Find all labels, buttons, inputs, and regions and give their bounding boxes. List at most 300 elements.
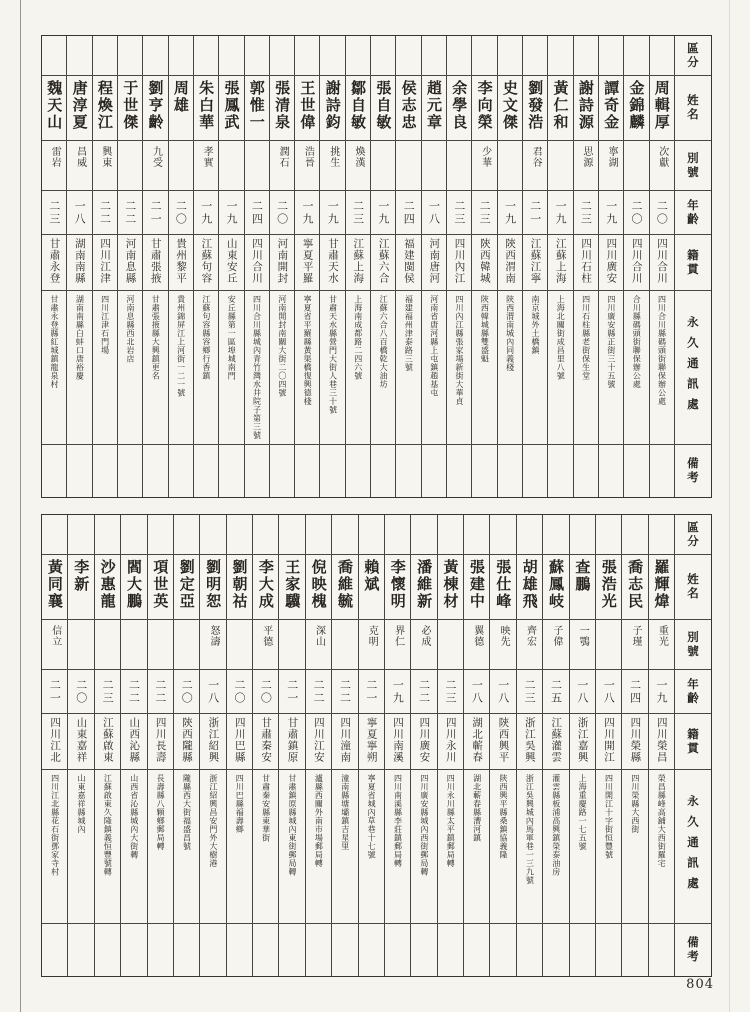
age-cell — [346, 191, 370, 235]
name-cell — [295, 76, 319, 141]
person-age: 一八 — [470, 679, 484, 705]
remarks-cell — [650, 445, 674, 497]
age-cell — [490, 670, 515, 714]
section-cell — [118, 36, 142, 76]
alias-cell — [169, 141, 193, 191]
person-alias: 孝實 — [201, 146, 213, 168]
person-native_place: 四川合川 — [630, 238, 643, 284]
native-place-cell — [411, 714, 436, 770]
native-place-cell — [219, 235, 243, 291]
address-cell — [143, 291, 167, 445]
person-age: 二三 — [579, 200, 593, 226]
person-age: 二〇 — [233, 679, 247, 705]
native-place-cell — [279, 714, 304, 770]
person-alias: 雷岩 — [49, 146, 61, 168]
person-alias: 信立 — [49, 625, 61, 647]
person-name: 劉發浩 — [526, 80, 545, 131]
person-alias: 克明 — [366, 625, 378, 647]
address-cell — [650, 291, 674, 445]
section-cell — [270, 36, 294, 76]
person-native_place: 四川合川 — [656, 238, 669, 284]
name-cell — [438, 555, 463, 620]
person-address: 四川廣安縣城內西街郵局轉 — [419, 774, 429, 876]
person-age: 一八 — [496, 679, 510, 705]
person-address: 上海南成都路二四六號 — [353, 295, 363, 380]
field-header-address — [675, 291, 711, 445]
person-name: 趙元章 — [424, 80, 443, 131]
person-name: 謝詩鈞 — [323, 80, 342, 131]
person-age: 一九 — [300, 200, 314, 226]
person-native_place: 四川潼南 — [339, 717, 352, 763]
alias-cell — [472, 141, 496, 191]
person-age: 二〇 — [630, 200, 644, 226]
remarks-cell — [279, 924, 304, 976]
remarks-cell — [93, 445, 117, 497]
native-place-cell — [194, 235, 218, 291]
age-cell — [194, 191, 218, 235]
age-cell — [270, 191, 294, 235]
person-column — [143, 36, 168, 497]
alias-cell — [596, 620, 621, 670]
alias-cell — [219, 141, 243, 191]
person-alias: 浩晉 — [302, 146, 314, 168]
person-address: 四川永川縣太平鎮郵局轉 — [446, 774, 456, 868]
person-column — [67, 36, 92, 497]
person-address: 合川縣碼頭街聯保辦公處 — [632, 295, 642, 389]
age-cell — [169, 191, 193, 235]
person-age: 二三 — [452, 200, 466, 226]
age-cell — [306, 670, 331, 714]
age-cell — [332, 670, 357, 714]
person-name: 劉明恕 — [204, 559, 223, 610]
person-column — [438, 515, 464, 976]
age-cell — [95, 670, 120, 714]
person-name: 閻大鵬 — [124, 559, 143, 610]
person-column — [245, 36, 270, 497]
field-header-name — [675, 76, 711, 141]
name-cell — [396, 76, 420, 141]
field-header-age — [675, 670, 711, 714]
section-cell — [447, 36, 471, 76]
age-cell — [42, 191, 66, 235]
person-address: 榮昌縣峰高鋪大西街羅宅 — [657, 774, 667, 868]
section-cell — [624, 36, 648, 76]
person-column — [498, 36, 523, 497]
person-age: 二一 — [285, 679, 299, 705]
address-cell — [93, 291, 117, 445]
age-cell — [227, 670, 252, 714]
native-place-cell — [498, 235, 522, 291]
person-address: 山西省沁縣城內大街轉 — [129, 774, 139, 859]
person-native_place: 陝西隴縣 — [180, 717, 193, 763]
native-place-cell — [472, 235, 496, 291]
person-native_place: 四川江北 — [49, 717, 62, 763]
person-alias: 次獻 — [656, 146, 668, 168]
person-name: 劉亨齡 — [146, 80, 165, 131]
name-cell — [253, 555, 278, 620]
person-name: 黃棟材 — [441, 559, 460, 610]
person-native_place: 浙江紹興 — [207, 717, 220, 763]
section-cell — [396, 36, 420, 76]
person-age: 二一 — [48, 679, 62, 705]
person-age: 二一 — [364, 679, 378, 705]
remarks-cell — [306, 924, 331, 976]
name-cell — [95, 555, 120, 620]
native-place-cell — [169, 235, 193, 291]
person-alias: 興東 — [99, 146, 111, 168]
alias-cell — [42, 141, 66, 191]
section-cell — [490, 515, 515, 555]
age-cell — [295, 191, 319, 235]
person-native_place: 福建閩侯 — [402, 238, 415, 284]
person-address: 上海重慶路一七五號 — [578, 774, 588, 851]
person-column — [169, 36, 194, 497]
remarks-cell — [411, 924, 436, 976]
age-cell — [570, 670, 595, 714]
section-cell — [245, 36, 269, 76]
section-cell — [227, 515, 252, 555]
name-cell — [359, 555, 384, 620]
alias-cell — [200, 620, 225, 670]
person-address: 湖北蘄春縣漕河鎮 — [472, 774, 482, 842]
name-cell — [169, 76, 193, 141]
name-cell — [121, 555, 146, 620]
alias-cell — [624, 141, 648, 191]
address-cell — [371, 291, 395, 445]
person-name: 鄒自敏 — [349, 80, 368, 131]
alias-cell — [396, 141, 420, 191]
person-alias: 挑生 — [327, 146, 339, 168]
person-column — [227, 515, 253, 976]
person-name: 查鵬 — [573, 559, 592, 593]
person-address: 寧夏省城內草巷十七號 — [367, 774, 377, 859]
address-cell — [118, 291, 142, 445]
person-name: 郭惟一 — [247, 80, 266, 131]
person-age: 一八 — [575, 679, 589, 705]
person-column — [332, 515, 358, 976]
remarks-cell — [599, 445, 623, 497]
address-cell — [227, 770, 252, 924]
person-age: 二二 — [127, 679, 141, 705]
address-cell — [121, 770, 146, 924]
registry-table-bottom — [41, 514, 712, 977]
native-place-cell — [42, 235, 66, 291]
field-header-label: 區分 — [685, 41, 700, 70]
address-cell — [200, 770, 225, 924]
name-cell — [599, 76, 623, 141]
remarks-cell — [148, 924, 173, 976]
person-age: 二〇 — [174, 200, 188, 226]
address-cell — [517, 770, 542, 924]
age-cell — [118, 191, 142, 235]
address-cell — [320, 291, 344, 445]
remarks-cell — [68, 924, 93, 976]
person-age: 一九 — [326, 200, 340, 226]
person-address: 灌雲縣板浦高興鎮榮泰油房 — [551, 774, 561, 876]
person-address: 上海北關街成昌里八號 — [556, 295, 566, 380]
person-name: 周雄 — [171, 80, 190, 114]
section-cell — [543, 515, 568, 555]
person-column — [490, 515, 516, 976]
person-native_place: 寧夏寧朔 — [365, 717, 378, 763]
remarks-cell — [385, 924, 410, 976]
person-column — [517, 515, 543, 976]
alias-cell — [548, 141, 572, 191]
person-native_place: 甘肅鎮原 — [286, 717, 299, 763]
section-cell — [200, 515, 225, 555]
alias-cell — [438, 620, 463, 670]
remarks-cell — [490, 924, 515, 976]
field-header-label: 別號 — [685, 151, 700, 180]
name-cell — [622, 555, 647, 620]
remarks-cell — [472, 445, 496, 497]
person-column — [270, 36, 295, 497]
alias-cell — [227, 620, 252, 670]
address-cell — [306, 770, 331, 924]
section-cell — [346, 36, 370, 76]
remarks-cell — [143, 445, 167, 497]
native-place-cell — [599, 235, 623, 291]
field-header-section — [675, 515, 711, 555]
person-native_place: 浙江嘉興 — [576, 717, 589, 763]
person-column — [174, 515, 200, 976]
age-cell — [523, 191, 547, 235]
name-cell — [385, 555, 410, 620]
person-native_place: 江蘇啟東 — [101, 717, 114, 763]
address-cell — [42, 291, 66, 445]
person-address: 甘肅永登縣紅城鎮龍泉村 — [50, 295, 60, 389]
person-name: 黃仁和 — [551, 80, 570, 131]
native-place-cell — [295, 235, 319, 291]
person-address: 甘肅秦安縣東華街 — [261, 774, 271, 842]
alias-cell — [422, 141, 446, 191]
person-column — [346, 36, 371, 497]
address-cell — [624, 291, 648, 445]
age-cell — [464, 670, 489, 714]
person-age: 一八 — [206, 679, 220, 705]
alias-cell — [359, 620, 384, 670]
remarks-cell — [42, 445, 66, 497]
person-alias: 映先 — [498, 625, 510, 647]
person-name: 魏天山 — [45, 80, 64, 131]
remarks-cell — [548, 445, 572, 497]
address-cell — [411, 770, 436, 924]
person-name: 程煥江 — [95, 80, 114, 131]
native-place-cell — [574, 235, 598, 291]
name-cell — [574, 76, 598, 141]
person-name: 倪映槐 — [309, 559, 328, 610]
native-place-cell — [596, 714, 621, 770]
person-alias: 怒濤 — [208, 625, 220, 647]
name-cell — [174, 555, 199, 620]
age-cell — [438, 670, 463, 714]
remarks-cell — [332, 924, 357, 976]
native-place-cell — [385, 714, 410, 770]
address-cell — [422, 291, 446, 445]
person-native_place: 四川江津 — [99, 238, 112, 284]
person-column — [385, 515, 411, 976]
name-cell — [219, 76, 243, 141]
remarks-cell — [95, 924, 120, 976]
remarks-cell — [253, 924, 278, 976]
age-cell — [624, 191, 648, 235]
person-age: 二二 — [123, 200, 137, 226]
person-age: 二三 — [101, 679, 115, 705]
section-cell — [279, 515, 304, 555]
person-age: 二〇 — [180, 679, 194, 705]
address-cell — [270, 291, 294, 445]
address-cell — [148, 770, 173, 924]
person-address: 河南省唐河縣上屯鎮趙基屯 — [429, 295, 439, 397]
person-name: 項世英 — [151, 559, 170, 610]
person-column — [396, 36, 421, 497]
person-native_place: 甘肅天水 — [326, 238, 339, 284]
address-cell — [253, 770, 278, 924]
address-cell — [599, 291, 623, 445]
field-header-alias — [675, 620, 711, 670]
person-alias: 君谷 — [530, 146, 542, 168]
address-cell — [570, 770, 595, 924]
field-header-label: 備考 — [686, 936, 700, 964]
person-native_place: 河南唐河 — [428, 238, 441, 284]
remarks-cell — [169, 445, 193, 497]
name-cell — [306, 555, 331, 620]
person-native_place: 四川廣安 — [605, 238, 618, 284]
person-address: 江蘇六合八百橋乾大油坊 — [379, 295, 389, 389]
person-column — [253, 515, 279, 976]
age-cell — [253, 670, 278, 714]
age-cell — [68, 670, 93, 714]
person-name: 李懷明 — [388, 559, 407, 610]
name-cell — [596, 555, 621, 620]
native-place-cell — [200, 714, 225, 770]
alias-cell — [517, 620, 542, 670]
remarks-cell — [67, 445, 91, 497]
remarks-cell — [422, 445, 446, 497]
remarks-cell — [121, 924, 146, 976]
person-age: 二四 — [250, 200, 264, 226]
person-address: 湖南南縣白蚌口唐裕慶 — [75, 295, 85, 380]
alias-cell — [95, 620, 120, 670]
native-place-cell — [332, 714, 357, 770]
name-cell — [227, 555, 252, 620]
native-place-cell — [447, 235, 471, 291]
person-address: 江蘇句容縣容鄉行香鎮 — [201, 295, 211, 380]
age-cell — [472, 191, 496, 235]
field-header-age — [675, 191, 711, 235]
age-cell — [498, 191, 522, 235]
person-alias: 少華 — [479, 146, 491, 168]
person-name: 朱白華 — [197, 80, 216, 131]
person-name: 謝詩源 — [576, 80, 595, 131]
name-cell — [371, 76, 395, 141]
alias-cell — [523, 141, 547, 191]
person-native_place: 甘肅張掖 — [149, 238, 162, 284]
remarks-cell — [624, 445, 648, 497]
remarks-cell — [371, 445, 395, 497]
address-cell — [279, 770, 304, 924]
address-cell — [447, 291, 471, 445]
native-place-cell — [68, 714, 93, 770]
address-cell — [385, 770, 410, 924]
person-native_place: 浙江吳興 — [523, 717, 536, 763]
field-header-label: 姓名 — [685, 94, 700, 122]
native-place-cell — [523, 235, 547, 291]
remarks-cell — [570, 924, 595, 976]
person-column — [42, 36, 67, 497]
address-cell — [42, 770, 67, 924]
native-place-cell — [570, 714, 595, 770]
person-address: 四川江津石門場 — [100, 295, 110, 355]
person-native_place: 河南開封 — [276, 238, 289, 284]
person-column — [523, 36, 548, 497]
person-native_place: 陝西韓城 — [478, 238, 491, 284]
person-age: 二三 — [351, 200, 365, 226]
address-cell — [596, 770, 621, 924]
person-column — [649, 515, 675, 976]
person-column — [219, 36, 244, 497]
person-native_place: 甘肅秦安 — [260, 717, 273, 763]
page-number: 804 — [686, 977, 714, 992]
field-header-label: 籍貫 — [685, 248, 700, 277]
person-native_place: 山西沁縣 — [128, 717, 141, 763]
person-age: 一九 — [391, 679, 405, 705]
person-native_place: 四川江安 — [312, 717, 325, 763]
section-cell — [68, 515, 93, 555]
section-cell — [574, 36, 598, 76]
person-native_place: 山東嘉祥 — [75, 717, 88, 763]
alias-cell — [306, 620, 331, 670]
person-address: 甘肅鎮原縣城內東街郵局轉 — [287, 774, 297, 876]
person-age: 二四 — [402, 200, 416, 226]
section-cell — [306, 515, 331, 555]
person-native_place: 四川開江 — [602, 717, 615, 763]
section-cell — [93, 36, 117, 76]
person-name: 張鳳武 — [222, 80, 241, 131]
person-name: 胡雄飛 — [520, 559, 539, 610]
remarks-cell — [320, 445, 344, 497]
person-column — [121, 515, 147, 976]
person-name: 李向榮 — [475, 80, 494, 131]
person-native_place: 四川南溪 — [391, 717, 404, 763]
person-address: 山東嘉祥縣城內 — [76, 774, 86, 834]
name-cell — [245, 76, 269, 141]
person-name: 張仕峰 — [494, 559, 513, 610]
person-name: 史文傑 — [500, 80, 519, 131]
age-cell — [599, 191, 623, 235]
section-cell — [464, 515, 489, 555]
person-age: 二〇 — [259, 679, 273, 705]
person-alias: 思源 — [580, 146, 592, 168]
remarks-cell — [118, 445, 142, 497]
age-cell — [396, 191, 420, 235]
age-cell — [650, 191, 674, 235]
name-cell — [68, 555, 93, 620]
person-alias: 子偉 — [550, 625, 562, 647]
section-cell — [219, 36, 243, 76]
person-native_place: 貴州黎平 — [175, 238, 188, 284]
section-cell — [649, 515, 674, 555]
address-cell — [245, 291, 269, 445]
person-address: 四川開江十字街恒豐號 — [604, 774, 614, 859]
person-age: 二二 — [312, 679, 326, 705]
alias-cell — [543, 620, 568, 670]
alias-cell — [245, 141, 269, 191]
person-column — [295, 36, 320, 497]
section-cell — [523, 36, 547, 76]
native-place-cell — [148, 714, 173, 770]
native-place-cell — [650, 235, 674, 291]
